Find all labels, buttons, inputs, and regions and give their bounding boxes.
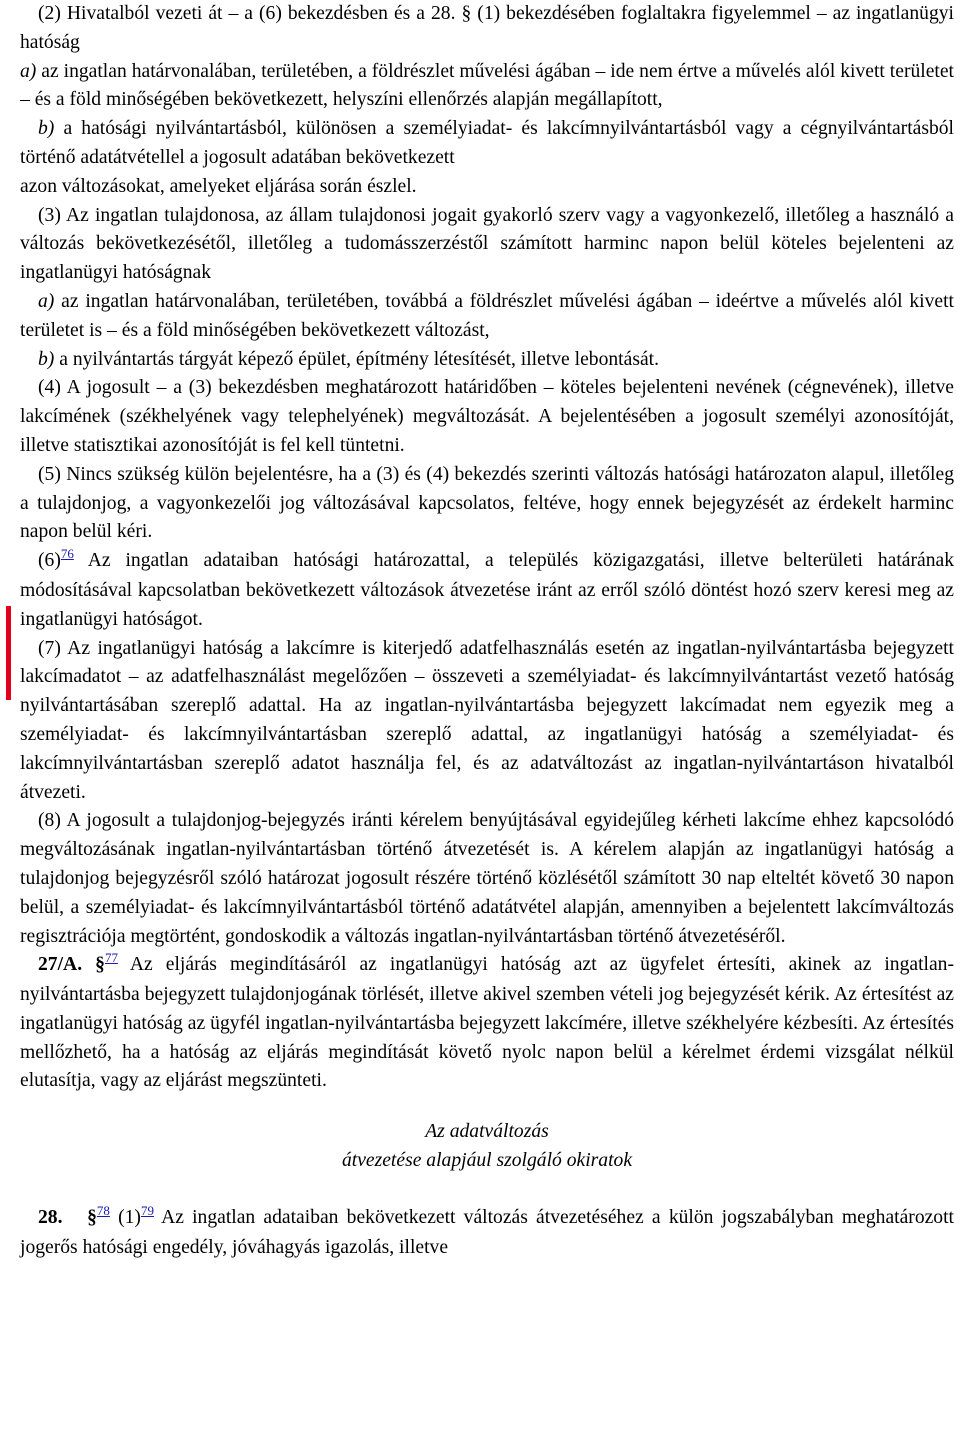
change-marker-bar	[6, 606, 11, 700]
point-text: az ingatlan határvonalában, területében, továbbá a földrészlet művelési ágában – ideértve a művelés alól kivett területet is – és a föld minőségében bekövetkezett változást,	[20, 290, 954, 341]
section-number: 28.	[38, 1206, 63, 1228]
footnote-link-78[interactable]: 78	[96, 1202, 110, 1218]
section-text: Az ingatlan adataiban bekövetkezett változás átvezetéséhez a külön jogszabályban meghatározott jogerős hatósági engedély, jóváhagyás igazolás, illetve	[20, 1206, 954, 1258]
paragraph-5: (5) Nincs szükség külön bejelentésre, ha a (3) és (4) bekezdés szerinti változás hatósági határozaton alapul, illetőleg a tulajdonjog, a vagyonkezelői jog változásával kapcsolatos, feltéve, hogy ennek bejegyzését az érdekelt harminc napon belül kéri.	[20, 463, 954, 543]
paragraph-7: (7) Az ingatlanügyi hatóság a lakcímre is kiterjedő adatfelhasználás esetén az ingatlan-nyilvántartásba bejegyzett lakcímadatot – az adatfelhasználást megelőzően – összeveti a személyiadat- és lakcímnyilvántartást vezető hatóság nyilvántartásában szereplő adattal. Ha az ingatlan-nyilvántartásba bejegyzett lakcímadat nem egyezik meg a személyiadat- és lakcímnyilvántartásban szereplő adattal, az ingatlanügyi hatóság a személyiadat- és lakcímnyilvántartásban szereplő adatot használja fel, és az adatváltozást az ingatlan-nyilvántartáson hivatalból átvezeti.	[20, 637, 954, 803]
section-28	[20, 1204, 954, 1263]
section-text: Az eljárás megindításáról az ingatlanügyi hatóság azt az ügyfelet értesíti, akinek az ingatlan-nyilvántartásba bejegyzett tulajdonjogának törlését, illetve akivel szemben vételi jog bejegyzését kérik. Az értesítést az ingatlanügyi hatóság az ügyfél ingatlan-nyilvántartásba bejegyzett lakcímére, illetve székhelyére kézbesíti. Az értesítés mellőzhető, ha a hatóság az eljárás megindítását követő nyolc napon belül a kérelmet érdemi vizsgálat nélkül elutasítja, vagy az eljárást megszünteti.	[20, 954, 954, 1092]
paragraph-8: (8) A jogosult a tulajdonjog-bejegyzés iránti kérelem benyújtásával egyidejűleg kérheti lakcíme ehhez kapcsolódó megváltozásának ingatlan-nyilvántartásban történő átvezetését is. A kérelem alapján az ingatlanügyi hatóság a tulajdonjog bejegyzésről szóló határozat jogosult részére történő közlésétől számított 30 nap elteltét követő 30 napon belül, a személyiadat- és lakcímnyilvántartásból történő adatátvétel alapján, amennyiben a bejelentett lakcímváltozás regisztrációja megtörtént, gondoskodik a változás ingatlan-nyilvántartásban történő átvezetéséről.	[20, 810, 954, 947]
paragraph-2-point-a	[20, 58, 954, 116]
section-number: 27/A.	[38, 954, 83, 976]
point-text: a nyilvántartás tárgyát képező épület, építmény létesítését, illetve lebontását.	[54, 348, 659, 370]
paragraph-2	[20, 0, 954, 202]
section-sign: §	[87, 1206, 97, 1228]
spacer	[20, 1176, 954, 1204]
point-text: az ingatlan határvonalában, területében, a földrészlet művelési ágában – ide nem értve a művelés alól kivett területet – és a föld minőségében bekövetkezett, helyszíni ellenőrzés alapján megállapított,	[20, 60, 954, 111]
paragraph-number: (1)	[118, 1206, 141, 1228]
section-sign: §	[95, 954, 105, 976]
paragraph-3-intro: (3) Az ingatlan tulajdonosa, az állam tulajdonosi jogait gyakorló szerv vagy a vagyonkezelő, illetőleg a használó a változás bekövetkezésétől, illetőleg a tudomásszerzéstől számított harminc napon belül köteles bejelenteni az ingatlanügyi hatóságnak	[20, 204, 954, 284]
section-27a	[20, 951, 954, 1096]
point-label: b)	[38, 118, 55, 140]
paragraph-4: (4) A jogosult – a (3) bekezdésben meghatározott határidőben – köteles bejelenteni nevének (cégnevének), illetve lakcímének (székhelyének vagy telephelyének) megváltozását. A bejelentésében a jogosult személyi azonosítóját, illetve statisztikai azonosítóját is fel kell tüntetni.	[20, 377, 954, 456]
footnote-link-77[interactable]: 77	[104, 950, 118, 966]
point-label: b)	[38, 348, 55, 370]
paragraph-2-point-b	[20, 115, 954, 173]
spacer	[20, 1096, 954, 1118]
paragraph-number: (6)	[38, 550, 61, 572]
paragraph-2-closing: azon változásokat, amelyeket eljárása során észlel.	[20, 175, 417, 197]
subheading-line-2: átvezetése alapjául szolgáló okiratok	[341, 1150, 633, 1172]
footnote-link-76[interactable]: 76	[60, 546, 74, 562]
point-label: a)	[20, 60, 37, 82]
paragraph-text: Az ingatlan adataiban hatósági határozattal, a település közigazgatási, illetve belterületi határának módosításával kapcsolatban bekövetkezett változások átvezetése iránt az erről szóló döntést hozó szerv keresi meg az ingatlanügyi hatóságot.	[20, 550, 954, 630]
paragraph-3-point-b	[20, 346, 954, 375]
paragraph-3-point-a	[20, 288, 954, 346]
point-label: a)	[38, 290, 55, 312]
paragraph-6	[20, 547, 954, 634]
paragraph-2-intro: (2) Hivatalból vezeti át – a (6) bekezdésben és a 28. § (1) bekezdésében foglaltakra figyelemmel – az ingatlanügyi hatóság	[20, 3, 954, 53]
point-text: a hatósági nyilvántartásból, különösen a személyiadat- és lakcímnyilvántartásból vagy a cégnyilvántartásból történő adatátvétellel a jogosult adatában bekövetkezett	[20, 118, 954, 168]
subheading-line-1: Az adatváltozás	[425, 1121, 549, 1143]
footnote-link-79[interactable]: 79	[140, 1202, 154, 1218]
